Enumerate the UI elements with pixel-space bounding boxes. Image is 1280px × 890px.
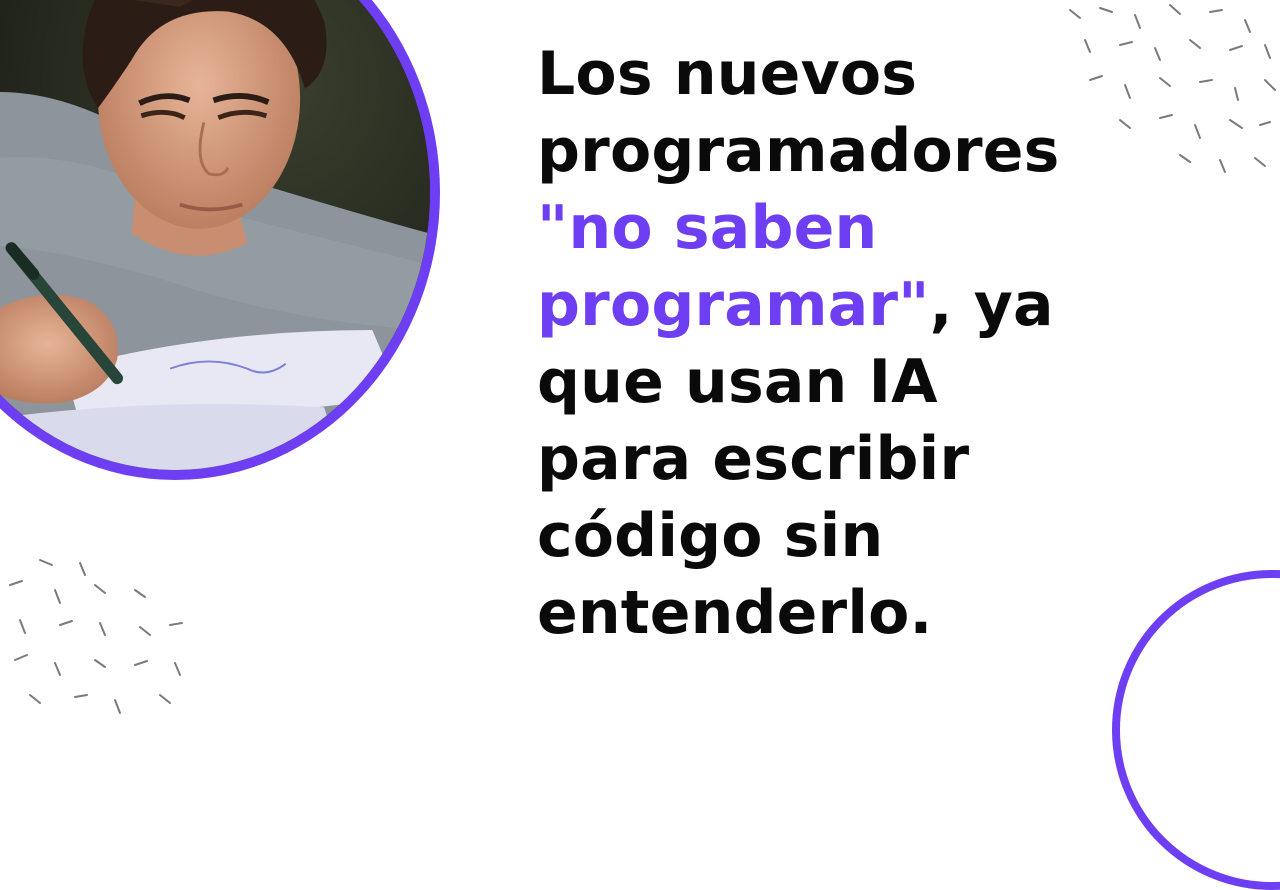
student-writing-icon	[0, 0, 430, 470]
headline-line-4-rest: , ya	[929, 270, 1054, 340]
headline-line-5: que usan IA	[537, 347, 938, 417]
dash-pattern-top-right	[1060, 0, 1280, 185]
headline-line-4	[537, 267, 1257, 344]
dash-pattern-bottom-left	[0, 555, 200, 720]
headline-line-1: Los nuevos	[537, 39, 918, 109]
headline-line-7: código sin	[537, 501, 884, 571]
headline-accent-line-2: programar"	[537, 270, 930, 340]
headline-line-8: entenderlo.	[537, 578, 933, 648]
headline-line-2: programadores	[537, 116, 1060, 186]
student-photo	[0, 0, 440, 480]
headline-accent-line-1: "no saben	[537, 193, 878, 263]
headline-line-6: para escribir	[537, 424, 970, 494]
